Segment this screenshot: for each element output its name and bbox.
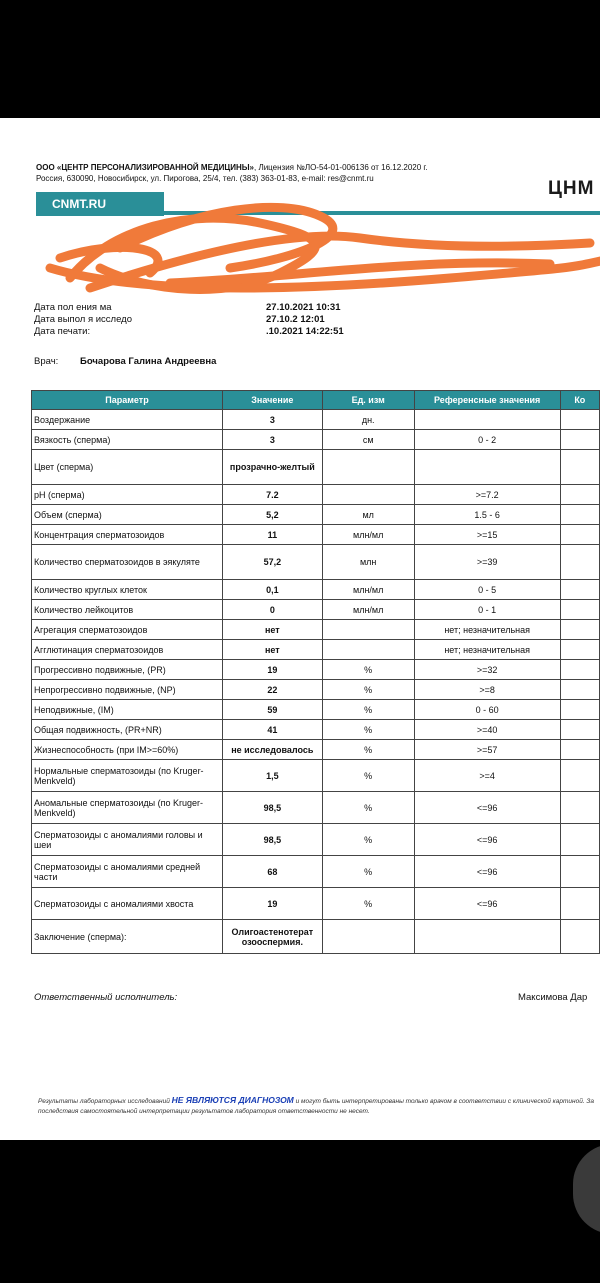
company-info xyxy=(36,162,576,184)
table-row: Сперматозоиды с аномалиями средней части 68 % <=96 xyxy=(32,856,600,888)
disclaimer: Результаты лабораторных исследований НЕ ЯВЛЯЮТСЯ ДИАГНОЗОМ и могут быть интерпретированы только врачом в соответствии с клинической картиной. За последствия самостоятельной интерпретации результатов лаборатория ответственности не несет. xyxy=(38,1095,595,1115)
doctor-label: Врач: xyxy=(34,356,59,367)
table-row: Неподвижные, (IM) 59 % 0 - 60 xyxy=(32,700,600,720)
redaction-scribble xyxy=(30,188,600,308)
table-row: Жизнеспособность (при IM>=60%) не исследовалось % >=57 xyxy=(32,740,600,760)
doctor-name: Бочарова Галина Андреевна xyxy=(80,356,217,367)
header-comment: Ко xyxy=(560,391,599,410)
disclaimer-highlight: НЕ ЯВЛЯЮТСЯ ДИАГНОЗОМ xyxy=(171,1095,294,1105)
table-row: Сперматозоиды с аномалиями головы и шеи 98,5 % <=96 xyxy=(32,824,600,856)
table-row: Концентрация сперматозоидов 11 млн/мл >=15 xyxy=(32,525,600,545)
header-ref: Референсные значения xyxy=(414,391,560,410)
table-row: Агглютинация сперматозоидов нет нет; незначительная xyxy=(32,640,600,660)
table-row: Объем (сперма) 5,2 мл 1.5 - 6 xyxy=(32,505,600,525)
meta-row: Дата печати: .10.2021 14:22:51 xyxy=(34,326,344,337)
table-row: Количество круглых клеток 0,1 млн/мл 0 - 5 xyxy=(32,580,600,600)
table-row: Агрегация сперматозоидов нет нет; незначительная xyxy=(32,620,600,640)
company-logo: ЦНМ xyxy=(548,178,595,199)
responsible-label: Ответственный исполнитель: xyxy=(34,992,178,1003)
table-row: Сперматозоиды с аномалиями хвоста 19 % <=96 xyxy=(32,888,600,920)
table-row: Общая подвижность, (PR+NR) 41 % >=40 xyxy=(32,720,600,740)
doctor-line xyxy=(34,356,217,367)
table-row: pH (сперма) 7.2 >=7.2 xyxy=(32,485,600,505)
license-text: , Лицензия №ЛО-54-01-006136 от 16.12.2020 г. xyxy=(254,163,428,172)
table-row: Цвет (сперма) прозрачно-желтый xyxy=(32,450,600,485)
table-row: Непрогрессивно подвижные, (NP) 22 % >=8 xyxy=(32,680,600,700)
table-row: Аномальные сперматозоиды (по Kruger-Menkveld) 98,5 % <=96 xyxy=(32,792,600,824)
table-row: Прогрессивно подвижные, (PR) 19 % >=32 xyxy=(32,660,600,680)
table-row: Вязкость (сперма) 3 см 0 - 2 xyxy=(32,430,600,450)
lab-report-page xyxy=(0,118,600,1140)
table-row: Количество лейкоцитов 0 млн/мл 0 - 1 xyxy=(32,600,600,620)
floating-chat-bubble[interactable] xyxy=(573,1144,600,1234)
company-name: ООО «ЦЕНТР ПЕРСОНАЛИЗИРОВАННОЙ МЕДИЦИНЫ» xyxy=(36,163,255,172)
meta-row: Дата пол ения ма 27.10.2021 10:31 xyxy=(34,302,341,313)
header-unit: Ед. изм xyxy=(322,391,414,410)
header-param: Параметр xyxy=(32,391,223,410)
table-row: Количество сперматозоидов в эякуляте 57,2 млн >=39 xyxy=(32,545,600,580)
table-row: Воздержание 3 дн. xyxy=(32,410,600,430)
table-row: Заключение (сперма): Олигоастенотерат озооспермия. xyxy=(32,920,600,954)
results-table xyxy=(31,390,600,954)
responsible-name: Максимова Дар xyxy=(518,992,588,1003)
company-address: Россия, 630090, Новосибирск, ул. Пирогова, 25/4, тел. (383) 363-01-83, e-mail: res@cnmt.ru xyxy=(36,174,374,183)
table-row: Нормальные сперматозоиды (по Kruger-Menkveld) 1,5 % >=4 xyxy=(32,760,600,792)
site-tab: CNMT.RU xyxy=(36,192,164,216)
meta-row: Дата выпол я исследо 27.10.2 12:01 xyxy=(34,314,325,325)
table-header xyxy=(32,391,600,410)
header-value: Значение xyxy=(223,391,323,410)
